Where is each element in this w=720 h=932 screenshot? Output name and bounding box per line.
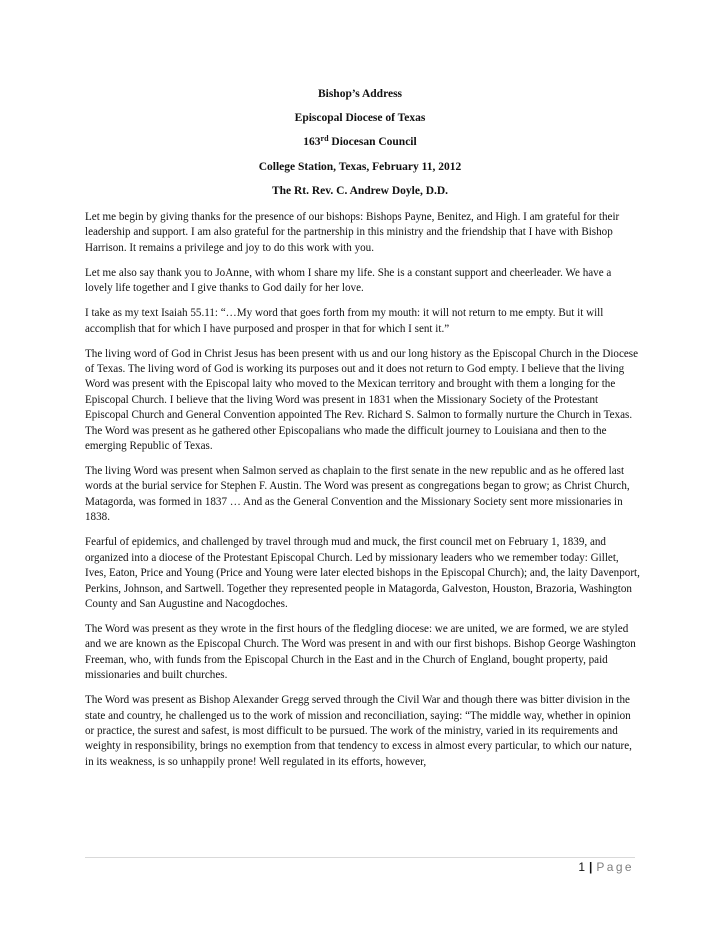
page-number: 1 xyxy=(578,860,585,874)
address-title: Bishop’s Address xyxy=(317,88,403,100)
paragraph: Let me begin by giving thanks for the presence of our bishops: Bishops Payne, Benitez, and High. I am grateful for their leadership and support. I am also grateful for the partnership in this ministry and the friendship that I have with Bishop Harrison. It remains a privilege and joy to do this work with you. xyxy=(85,211,620,254)
paragraph: The Word was present as Bishop Alexander Gregg served through the Civil War and though there was bitter division in the state and country, he challenged us to the work of mission and reconciliation, saying: “The middle way, whether in opinion or practice, the surest and safest, is most difficult to be pursued. The work of the ministry, varied in its requirements and weighty in responsibility, brings no exemption from that tendency to excess in almost every particular, to which our nature, in its weakness, is so unhappily prone! Well regulated in its efforts, however, xyxy=(85,694,632,768)
council-number: 163 xyxy=(303,136,321,148)
paragraph: I take as my text Isaiah 55.11: “…My word that goes forth from my mouth: it will not return to me empty. But it will accomplish that for which I have purposed and prosper in that for which I sent it.” xyxy=(85,307,604,335)
footer-separator: | xyxy=(589,860,593,874)
paragraph: Let me also say thank you to JoAnne, with whom I share my life. She is a constant support and cheerleader. We have a lovely life together and I give thanks to God daily for her love. xyxy=(85,266,612,295)
page-label: Page xyxy=(596,860,634,874)
council-ordinal-suffix: rd xyxy=(320,134,329,143)
address-body xyxy=(85,210,640,780)
page-footer xyxy=(578,859,634,875)
paragraph: The Word was present as they wrote in the first hours of the fledgling diocese: we are united, we are formed, we are styled and we are known as the Episcopal Church. The Word was present in and with our first bishops. Bishop George Washington Freeman, who, with funds from the Episcopal Church in the East and in the Church of England, bought property, paid missionaries and built churches. xyxy=(85,622,636,682)
footer-divider xyxy=(85,857,635,858)
speaker-name: The Rt. Rev. C. Andrew Doyle, D.D. xyxy=(271,185,449,197)
council-line xyxy=(85,135,635,149)
diocese-name: Episcopal Diocese of Texas xyxy=(294,112,426,124)
paragraph: The living word of God in Christ Jesus has been present with us and our long history as the Episcopal Church in the Diocese of Texas. The living word of God is working its purposes out and it does not return to God empty. I believe that the living Word was present with the Episcopal laity who moved to the Mexican territory and brought with them a longing for the Episcopal Church. I believe that the living Word was present in 1831 when the Missionary Society of the Protestant Episcopal Church and General Convention appointed The Rev. Richard S. Salmon to formally nurture the Church in Texas. The Word was present as he gathered other Episcopalians who made the difficult journey to Louisiana and then to the emerging Republic of Texas. xyxy=(85,347,639,453)
council-name: Diocesan Council xyxy=(328,136,417,148)
paragraph: Fearful of epidemics, and challenged by travel through mud and muck, the first council met on February 1, 1839, and organized into a diocese of the Protestant Episcopal Church. Led by missionary leaders who we remember today: Gillet, Ives, Eaton, Price and Young (Price and Young were later elected bishops in the Episcopal Church); and, the laity Davenport, Perkins, Johnson, and Sartwell. Together they represented people in Matagorda, Galveston, Houston, Brazoria, Washington County and San Augustine and Nacogdoches. xyxy=(85,536,640,610)
place-and-date: College Station, Texas, February 11, 2012 xyxy=(258,161,462,173)
paragraph: The living Word was present when Salmon served as chaplain to the first senate in the new republic and as he offered last words at the burial service for Stephen F. Austin. The Word was present as congregations began to grow; as Christ Church, Matagorda, was formed in 1837 … And as the General Convention and the Missionary Society sent more missionaries in 1838. xyxy=(85,465,630,524)
